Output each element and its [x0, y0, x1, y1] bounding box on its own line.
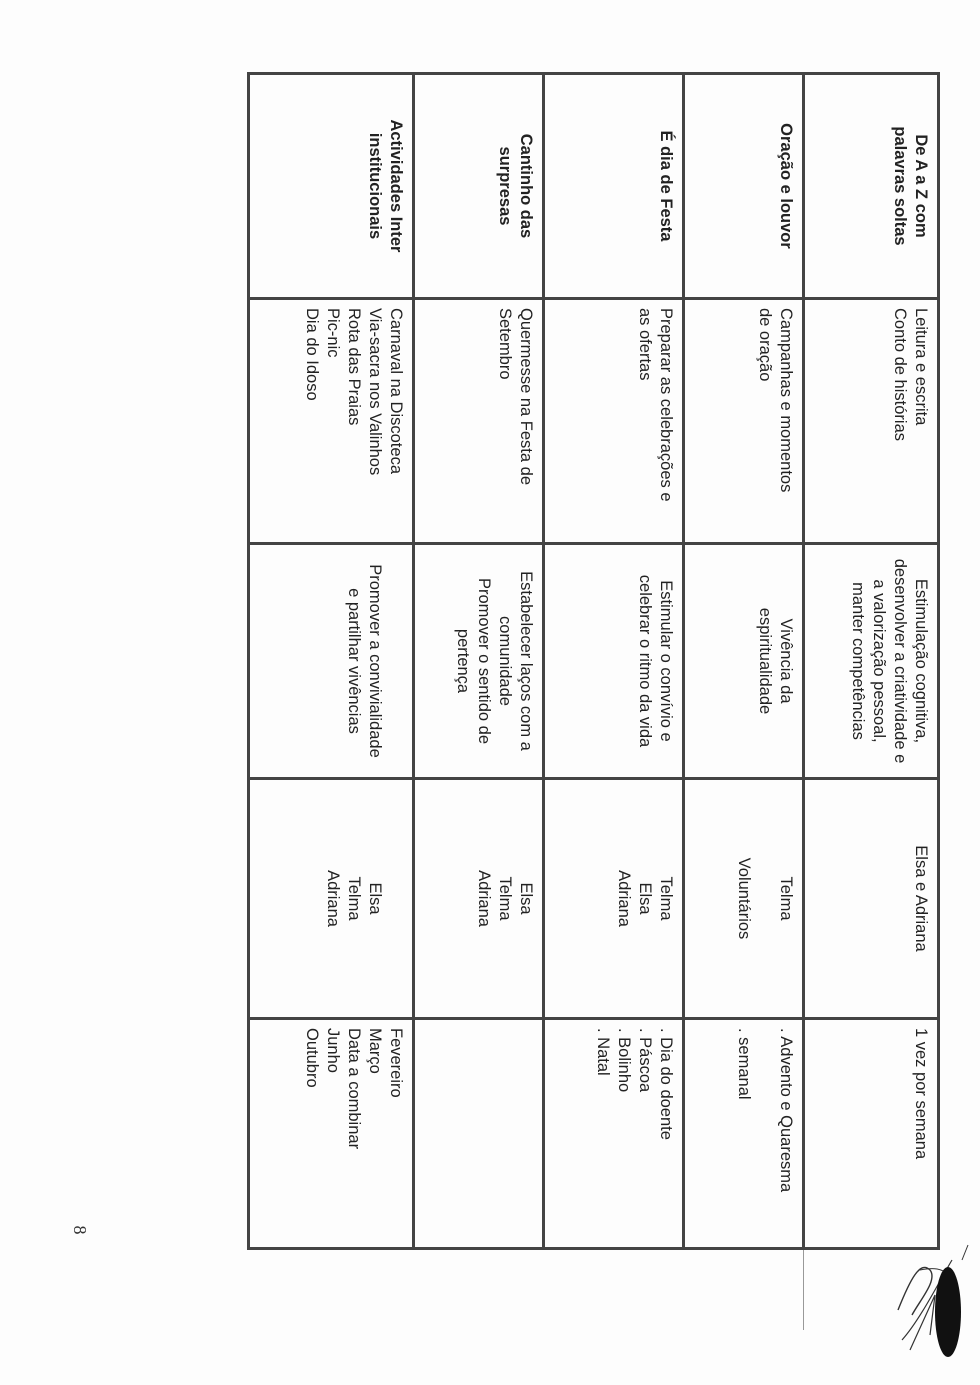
objectives-cell: [544, 544, 684, 779]
objectives-cell: [249, 544, 414, 779]
cell-text-line: as ofertas: [636, 308, 654, 381]
cell-text-line: . Natal: [594, 1028, 612, 1076]
cell-text-line: Estabelecer laços com a: [517, 571, 535, 751]
activity-title-cell: [684, 74, 804, 299]
cell-text-line: Cantinho das: [517, 133, 535, 239]
table-row: [684, 74, 804, 1249]
cell-text-line: Adriana: [324, 870, 342, 927]
cell-text-line: desenvolver a criatividade e: [891, 558, 909, 764]
cell-text-line: Estimular o convívio e: [657, 580, 675, 742]
schedule-cell: [249, 1019, 414, 1249]
activity-title-cell: [414, 74, 544, 299]
responsible-cell: [414, 779, 544, 1019]
table-row: [544, 74, 684, 1249]
cell-text-line: 1 vez por semana: [912, 1028, 930, 1160]
activities-table: [247, 72, 940, 1250]
cell-text-line: [754, 1028, 775, 1239]
cell-text-line: Elsa: [636, 882, 654, 915]
cell-text-line: Leitura e escrita: [912, 308, 930, 426]
page-number: 8: [70, 1225, 90, 1235]
cell-text-line: . Páscoa: [636, 1028, 654, 1093]
activities-cell: [684, 299, 804, 544]
cell-text-line: comunidade: [496, 616, 514, 706]
cell-text-line: Telma: [496, 876, 514, 921]
objectives-cell: [804, 544, 939, 779]
cell-text-line: Carnaval na Discoteca: [387, 308, 405, 474]
activity-title-cell: [249, 74, 414, 299]
cell-text-line: De A a Z com: [912, 134, 930, 238]
cell-text-line: Campanhas e momentos: [777, 308, 795, 493]
table-row: [414, 74, 544, 1249]
signature-mark: [890, 1240, 980, 1370]
activities-table-wrapper: [250, 72, 940, 1247]
activities-table-body: [249, 74, 939, 1249]
objectives-cell: [414, 544, 544, 779]
cell-text-line: . Advento e Quaresma: [777, 1028, 795, 1193]
cell-text-line: Preparar as celebrações e: [657, 308, 675, 502]
margin-rule: [803, 1250, 804, 1330]
cell-text-line: Fevereiro: [387, 1028, 405, 1098]
activity-title-cell: [544, 74, 684, 299]
cell-text-line: institucionais: [366, 132, 384, 240]
table-row: [249, 74, 414, 1249]
cell-text-line: Adriana: [615, 870, 633, 927]
cell-text-line: Dia do Idoso: [303, 308, 321, 401]
cell-text-line: [385, 553, 406, 769]
objectives-cell: [684, 544, 804, 779]
cell-text-line: manter competências: [849, 582, 867, 740]
cell-text-line: Rota das Praias: [345, 308, 363, 426]
cell-text-line: Voluntários: [735, 857, 753, 940]
responsible-cell: [804, 779, 939, 1019]
activities-cell: [804, 299, 939, 544]
cell-text-line: Promover a convivialidade: [366, 564, 384, 758]
cell-text-line: Adriana: [475, 870, 493, 927]
cell-text-line: Vivência da: [777, 618, 795, 704]
cell-text-line: Actividades Inter: [387, 119, 405, 253]
cell-text-line: Elsa e Adriana: [912, 845, 930, 952]
cell-text-line: Telma: [345, 876, 363, 921]
cell-text-line: Telma: [657, 876, 675, 921]
cell-text-line: Março: [366, 1028, 384, 1074]
cell-text-line: de oração: [756, 308, 774, 382]
schedule-cell: [414, 1019, 544, 1249]
responsible-cell: [684, 779, 804, 1019]
table-row: [804, 74, 939, 1249]
activities-cell: [544, 299, 684, 544]
schedule-cell: [804, 1019, 939, 1249]
activities-cell: [249, 299, 414, 544]
activity-title-cell: [804, 74, 939, 299]
cell-text-line: celebrar o ritmo da vida: [636, 574, 654, 748]
cell-text-line: Elsa: [517, 882, 535, 915]
cell-text-line: Estimulação cognitiva,: [912, 578, 930, 744]
cell-text-line: Junho: [324, 1028, 342, 1073]
cell-text-line: espiritualidade: [756, 607, 774, 715]
cell-text-line: É dia de Festa: [657, 130, 675, 242]
cell-text-line: Data a combinar: [345, 1028, 363, 1150]
cell-text-line: Elsa: [366, 882, 384, 915]
cell-text-line: pertença: [454, 628, 472, 694]
cell-text-line: surpresas: [496, 146, 514, 226]
cell-text-line: Quermesse na Festa de: [517, 308, 535, 486]
schedule-cell: [684, 1019, 804, 1249]
cell-text-line: Setembro: [496, 308, 514, 380]
cell-text-line: a valorização pessoal,: [870, 579, 888, 743]
cell-text-line: . Bolinho: [615, 1028, 633, 1093]
cell-text-line: Via-sacra nos Valinhos: [366, 308, 384, 476]
rotated-table-container: [250, 72, 940, 1247]
cell-text-line: Telma: [777, 876, 795, 921]
cell-text-line: . Dia do doente: [657, 1028, 675, 1140]
cell-text-line: Oração e louvor: [777, 123, 795, 249]
schedule-cell: [544, 1019, 684, 1249]
cell-text-line: [385, 788, 406, 1009]
responsible-cell: [544, 779, 684, 1019]
cell-text-line: [754, 788, 775, 1009]
cell-text-line: Conto de histórias: [891, 308, 909, 441]
cell-text-line: e partilhar vivências: [345, 588, 363, 734]
cell-text-line: palavras soltas: [891, 126, 909, 246]
cell-text-line: Outubro: [303, 1028, 321, 1088]
cell-text-line: Pic-nic: [324, 308, 342, 358]
cell-text-line: . semanal: [735, 1028, 753, 1100]
cell-text-line: Promover o sentido de: [475, 577, 493, 744]
activities-cell: [414, 299, 544, 544]
responsible-cell: [249, 779, 414, 1019]
